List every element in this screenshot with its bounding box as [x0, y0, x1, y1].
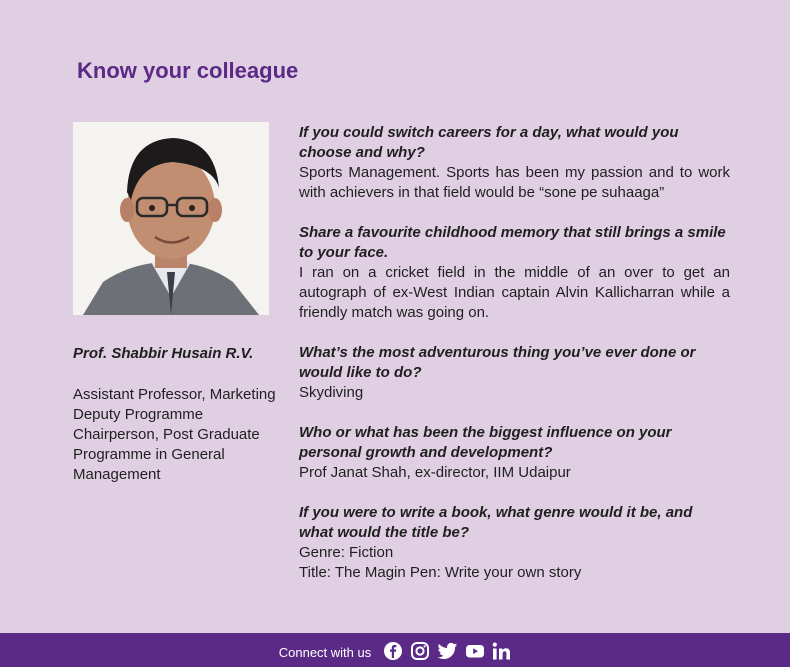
profile-photo	[73, 122, 269, 315]
qa-question: Who or what has been the biggest influence on your personal growth and development?	[299, 424, 672, 461]
youtube-icon[interactable]	[465, 641, 485, 661]
connect-label: Connect with us	[278, 644, 372, 660]
linkedin-icon[interactable]	[492, 641, 511, 661]
qa-question: If you were to write a book, what genre would it be, and what would the title be?	[299, 504, 693, 541]
footer	[0, 633, 790, 667]
qa-answer: I ran on a cricket field in the middle of an over to get an autograph of ex-West Indian captain Alvin Kallicharran while a friendly match was going on.	[299, 264, 730, 321]
qa-question: Share a favourite childhood memory that still brings a smile to your face.	[299, 224, 726, 261]
twitter-icon[interactable]	[437, 641, 458, 661]
instagram-icon[interactable]	[410, 641, 430, 661]
social-links	[383, 641, 511, 661]
qa-item	[299, 503, 730, 583]
answer-genre: Genre: Fiction	[299, 544, 394, 561]
qa-answer	[299, 543, 730, 583]
answer-title: Title: The Magin Pen: Write your own story	[299, 564, 582, 581]
qa-question: If you could switch careers for a day, what would you choose and why?	[299, 124, 679, 161]
qa-item	[299, 223, 730, 323]
profile-description: Assistant Professor, Marketing Deputy Programme Chairperson, Post Graduate Programme in General Management	[73, 386, 276, 483]
qa-question: What’s the most adventurous thing you’ve ever done or would like to do?	[299, 344, 696, 381]
facebook-icon[interactable]	[383, 641, 403, 661]
qa-item	[299, 423, 730, 483]
qa-answer: Skydiving	[299, 384, 364, 401]
qa-item	[299, 123, 730, 203]
qa-item	[299, 343, 730, 403]
qa-list	[299, 123, 730, 603]
qa-answer: Prof Janat Shah, ex-director, IIM Udaipur	[299, 464, 571, 481]
qa-answer: Sports Management. Sports has been my passion and to work with achievers in that field would be “sone pe suhaaga”	[299, 164, 730, 201]
profile-name: Prof. Shabbir Husain R.V.	[73, 345, 254, 362]
page-title: Know your colleague	[77, 58, 299, 83]
